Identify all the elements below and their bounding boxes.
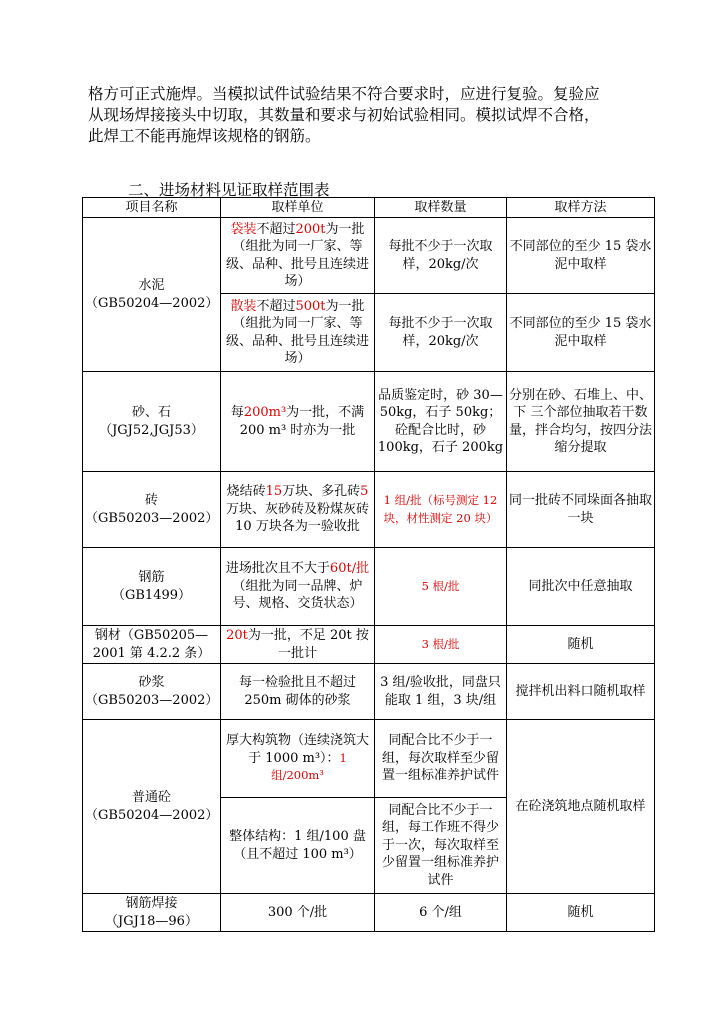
steel-name-cell: 钢材（GB50205—2001 第 4.2.2 条） [83,626,221,664]
table-row [83,372,655,472]
steel-unit: 20t为一批，不足 20t 按一批计 [221,626,375,664]
weld-name-cell: 钢筋焊接 （JGJ18—96） [83,894,221,932]
sand-name-cell: 砂、石 （JGJ52,JGJ53） [83,372,221,472]
intro-line-3: 此焊工不能再施焊该规格的钢筋。 [88,127,321,145]
concrete-unit-2: 整体结构：1 组/100 盘（且不超过 100 m³） [221,798,375,894]
cement-bulk-method: 不同部位的至少 15 袋水泥中取样 [507,294,655,372]
header-unit: 取样单位 [221,198,375,218]
steel-qty: 3 根/批 [375,626,507,664]
table-row [83,894,655,932]
table-row [83,548,655,626]
brick-name-cell: 砖 （GB50203—2002） [83,472,221,548]
table-row [83,664,655,720]
weld-unit: 300 个/批 [221,894,375,932]
cement-bagged-qty: 每批不少于一次取样，20kg/次 [375,218,507,294]
brick-qty: 1 组/批（标号测定 12 块，材性测定 20 块） [375,472,507,548]
rebar-name-cell: 钢筋 （GB1499） [83,548,221,626]
cement-bulk-qty: 每批不少于一次取样，20kg/次 [375,294,507,372]
concrete-method: 在砼浇筑地点随机取样 [507,720,655,894]
concrete-qty-2: 同配合比不少于一组，每工作班不得少于一次，每次取样至少留置一组标准养护试件 [375,798,507,894]
sand-qty: 品质鉴定时，砂 30—50kg，石子 50kg；砼配合比时，砂 100kg，石子 200kg [375,372,507,472]
table-row [83,626,655,664]
concrete-qty-1: 同配合比不少于一组，每次取样至少留置一组标准养护试件 [375,720,507,798]
mortar-unit: 每一检验批且不超过 250m 砌体的砂浆 [221,664,375,720]
brick-method: 同一批砖不同垛面各抽取一块 [507,472,655,548]
table-row [83,472,655,548]
weld-qty: 6 个/组 [375,894,507,932]
steel-method: 随机 [507,626,655,664]
header-row [83,198,655,218]
concrete-unit-1: 厚大构筑物（连续浇筑大于 1000 m³）：1 组/200m³ [221,720,375,798]
cement-bulk-unit: 散装不超过500t为一批（组批为同一厂家、等级、品种、批号且连续进场） [221,294,375,372]
cement-bagged-unit: 袋装不超过200t为一批（组批为同一厂家、等级、品种、批号且连续进场） [221,218,375,294]
sand-method: 分别在砂、石堆上、中、下 三个部位抽取若干数量，拌合均匀，按四分法缩分提取 [507,372,655,472]
sampling-table [82,197,655,932]
mortar-method: 搅拌机出料口随机取样 [507,664,655,720]
intro-paragraph [88,84,656,147]
brick-unit: 烧结砖15万块、多孔砖5万块、灰砂砖及粉煤灰砖 10 万块各为一验收批 [221,472,375,548]
cement-name-cell: 水泥 （GB50204—2002） [83,218,221,372]
header-method: 取样方法 [507,198,655,218]
mortar-name-cell: 砂浆 （GB50203—2002） [83,664,221,720]
weld-method: 随机 [507,894,655,932]
table-row [83,218,655,294]
rebar-unit: 进场批次且不大于60t/批（组批为同一品牌、炉号、规格、交货状态） [221,548,375,626]
mortar-qty: 3 组/验收批，同盘只能取 1 组，3 块/组 [375,664,507,720]
intro-line-1: 格方可正式施焊。当模拟试件试验结果不符合要求时，应进行复验。复验应 [88,85,600,103]
rebar-method: 同批次中任意抽取 [507,548,655,626]
concrete-name-cell: 普通砼 （GB50204—2002） [83,720,221,894]
rebar-qty: 5 根/批 [375,548,507,626]
table-title: 二、进场材料见证取样范围表 [128,181,330,199]
header-quantity: 取样数量 [375,198,507,218]
intro-line-2: 从现场焊接接头中切取，其数量和要求与初始试验相同。模拟试焊不合格， [88,106,600,124]
table-row [83,720,655,798]
header-item: 项目名称 [83,198,221,218]
cement-bagged-method: 不同部位的至少 15 袋水泥中取样 [507,218,655,294]
sand-unit: 每200m³为一批，不满 200 m³ 时亦为一批 [221,372,375,472]
